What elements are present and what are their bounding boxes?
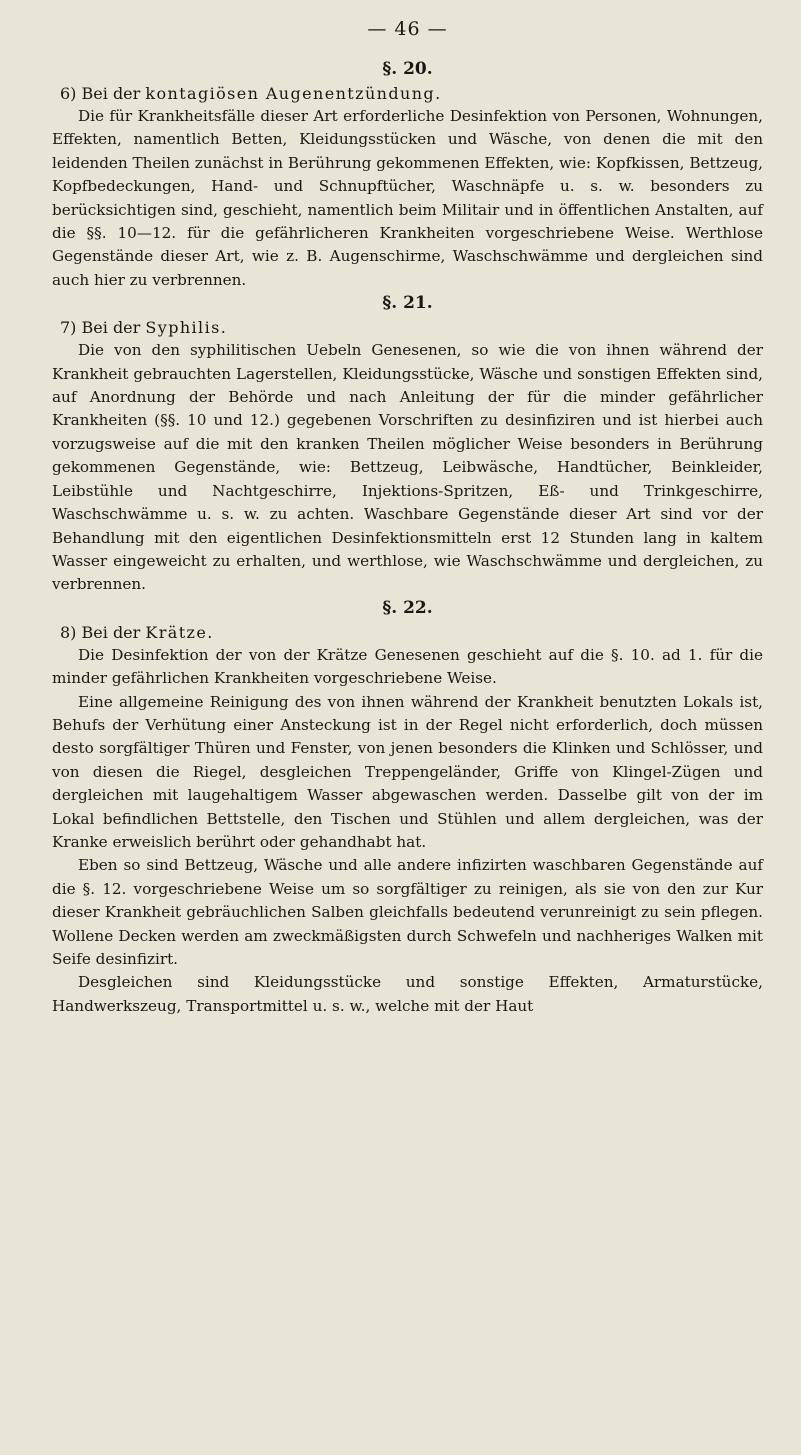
paragraph: Die von den syphilitischen Uebeln Genesenen, so wie die von ihnen während der Krankheit gebrauchten Lagerstellen, Kleidungsstücke, Wäsche und sonstigen Effekten sind, auf Anordnung der Behörde und nach Anleitung der für die minder gefährlicher Krankheiten (§§. 10 und 12.) gegebenen Vorschriften zu desinfiziren und ist hierbei auch vorzugsweise auf die mit den kranken Theilen möglicher Weise besonders in Berührung gekommenen Gegenstände, wie: Bettzeug, Leibwäsche, Handtücher, Beinkleider, Leibstühle und Nachtgeschirre, Injektions-Spritzen, Eß- und Trinkgeschirre, Waschschwämme u. s. w. zu achten. Waschbare Gegenstände dieser Art sind vor der Behandlung mit den eigentlichen Desinfektionsmitteln erst 12 Stunden lang in kaltem Wasser eingeweicht zu erhalten, und werthlose, wie Waschschwämme und dergleichen, zu verbrennen. bbox=[52, 341, 763, 594]
paragraph: Die für Krankheitsfälle dieser Art erforderliche Desinfektion von Personen, Wohnungen, Effekten, namentlich Betten, Kleidungsstücken und Wäsche, von denen die mit den leidenden Theilen zunächst in Berührung gekommenen Effekten, wie: Kopfkissen, Bettzeug, Kopfbedeckungen, Hand- und Schnupftücher, Waschnäpfe u. s. w. besonders zu berücksichtigen sind, geschieht, namentlich beim Militair und in öffentlichen Anstalten, auf die §§. 10—12. für die gefährlicheren Krankheiten vorgeschriebene Weise. Werthlose Gegenstände dieser Art, wie z. B. Augenschirme, Waschschwämme und dergleichen sind auch hier zu verbrennen. bbox=[52, 107, 763, 289]
section-heading bbox=[52, 316, 763, 339]
section-heading bbox=[52, 82, 763, 105]
paragraph: Eine allgemeine Reinigung des von ihnen während der Krankheit benutzten Lokals ist, Behufs der Verhütung einer Ansteckung ist in der Regel nicht erforderlich, doch müssen desto sorgfältiger Thüren und Fenster, von jenen besonders die Klinken und Schlösser, und von diesen die Riegel, desgleichen Treppengeländer, Griffe von Klingel-Zügen und dergleichen mit laugehaltigem Wasser abgewaschen werden. Dasselbe gilt von der im Lokal befindlichen Bettstelle, den Tischen und Stühlen und allem dergleichen, was der Kranke erweislich berührt oder gehandhabt hat. bbox=[52, 692, 763, 851]
paragraph: Eben so sind Bettzeug, Wäsche und alle andere infizirten waschbaren Gegenstände auf die §. 12. vorgeschriebene Weise um so sorgfältiger zu reinigen, als sie von den zur Kur dieser Krankheit gebräuchlichen Salben gleichfalls bedeutend verunreinigt zu sein pflegen. Wollene Decken werden am zweckmäßigsten durch Schwefeln und nachheriges Walken mit Seife desinfizirt. bbox=[52, 856, 763, 968]
section-22 bbox=[52, 597, 763, 1019]
heading-number: 6) Bei der bbox=[60, 84, 141, 103]
page-number: — 46 — bbox=[367, 18, 448, 40]
paragraph: Die Desinfektion der von der Krätze Genesenen geschieht auf die §. 10. ad 1. für die minder gefährlichen Krankheiten vorgeschriebene Weise. bbox=[52, 645, 763, 688]
heading-number: 7) Bei der bbox=[60, 318, 141, 338]
section-heading bbox=[52, 621, 763, 644]
heading-number: 8) Bei der bbox=[60, 622, 141, 642]
section-title: §. 22. bbox=[382, 597, 433, 618]
section-title: §. 20. bbox=[382, 59, 433, 79]
heading-topic: kontagiösen Augenentzündung. bbox=[145, 84, 442, 103]
heading-topic: Krätze. bbox=[145, 622, 214, 642]
section-title: §. 21. bbox=[382, 293, 433, 314]
heading-topic: Syphilis. bbox=[145, 318, 228, 338]
section-21 bbox=[52, 292, 763, 596]
paragraph: Desgleichen sind Kleidungsstücke und sonstige Effekten, Armaturstücke, Handwerkszeug, Transportmittel u. s. w., welche mit der Haut bbox=[52, 973, 763, 1015]
section-20 bbox=[52, 58, 763, 292]
